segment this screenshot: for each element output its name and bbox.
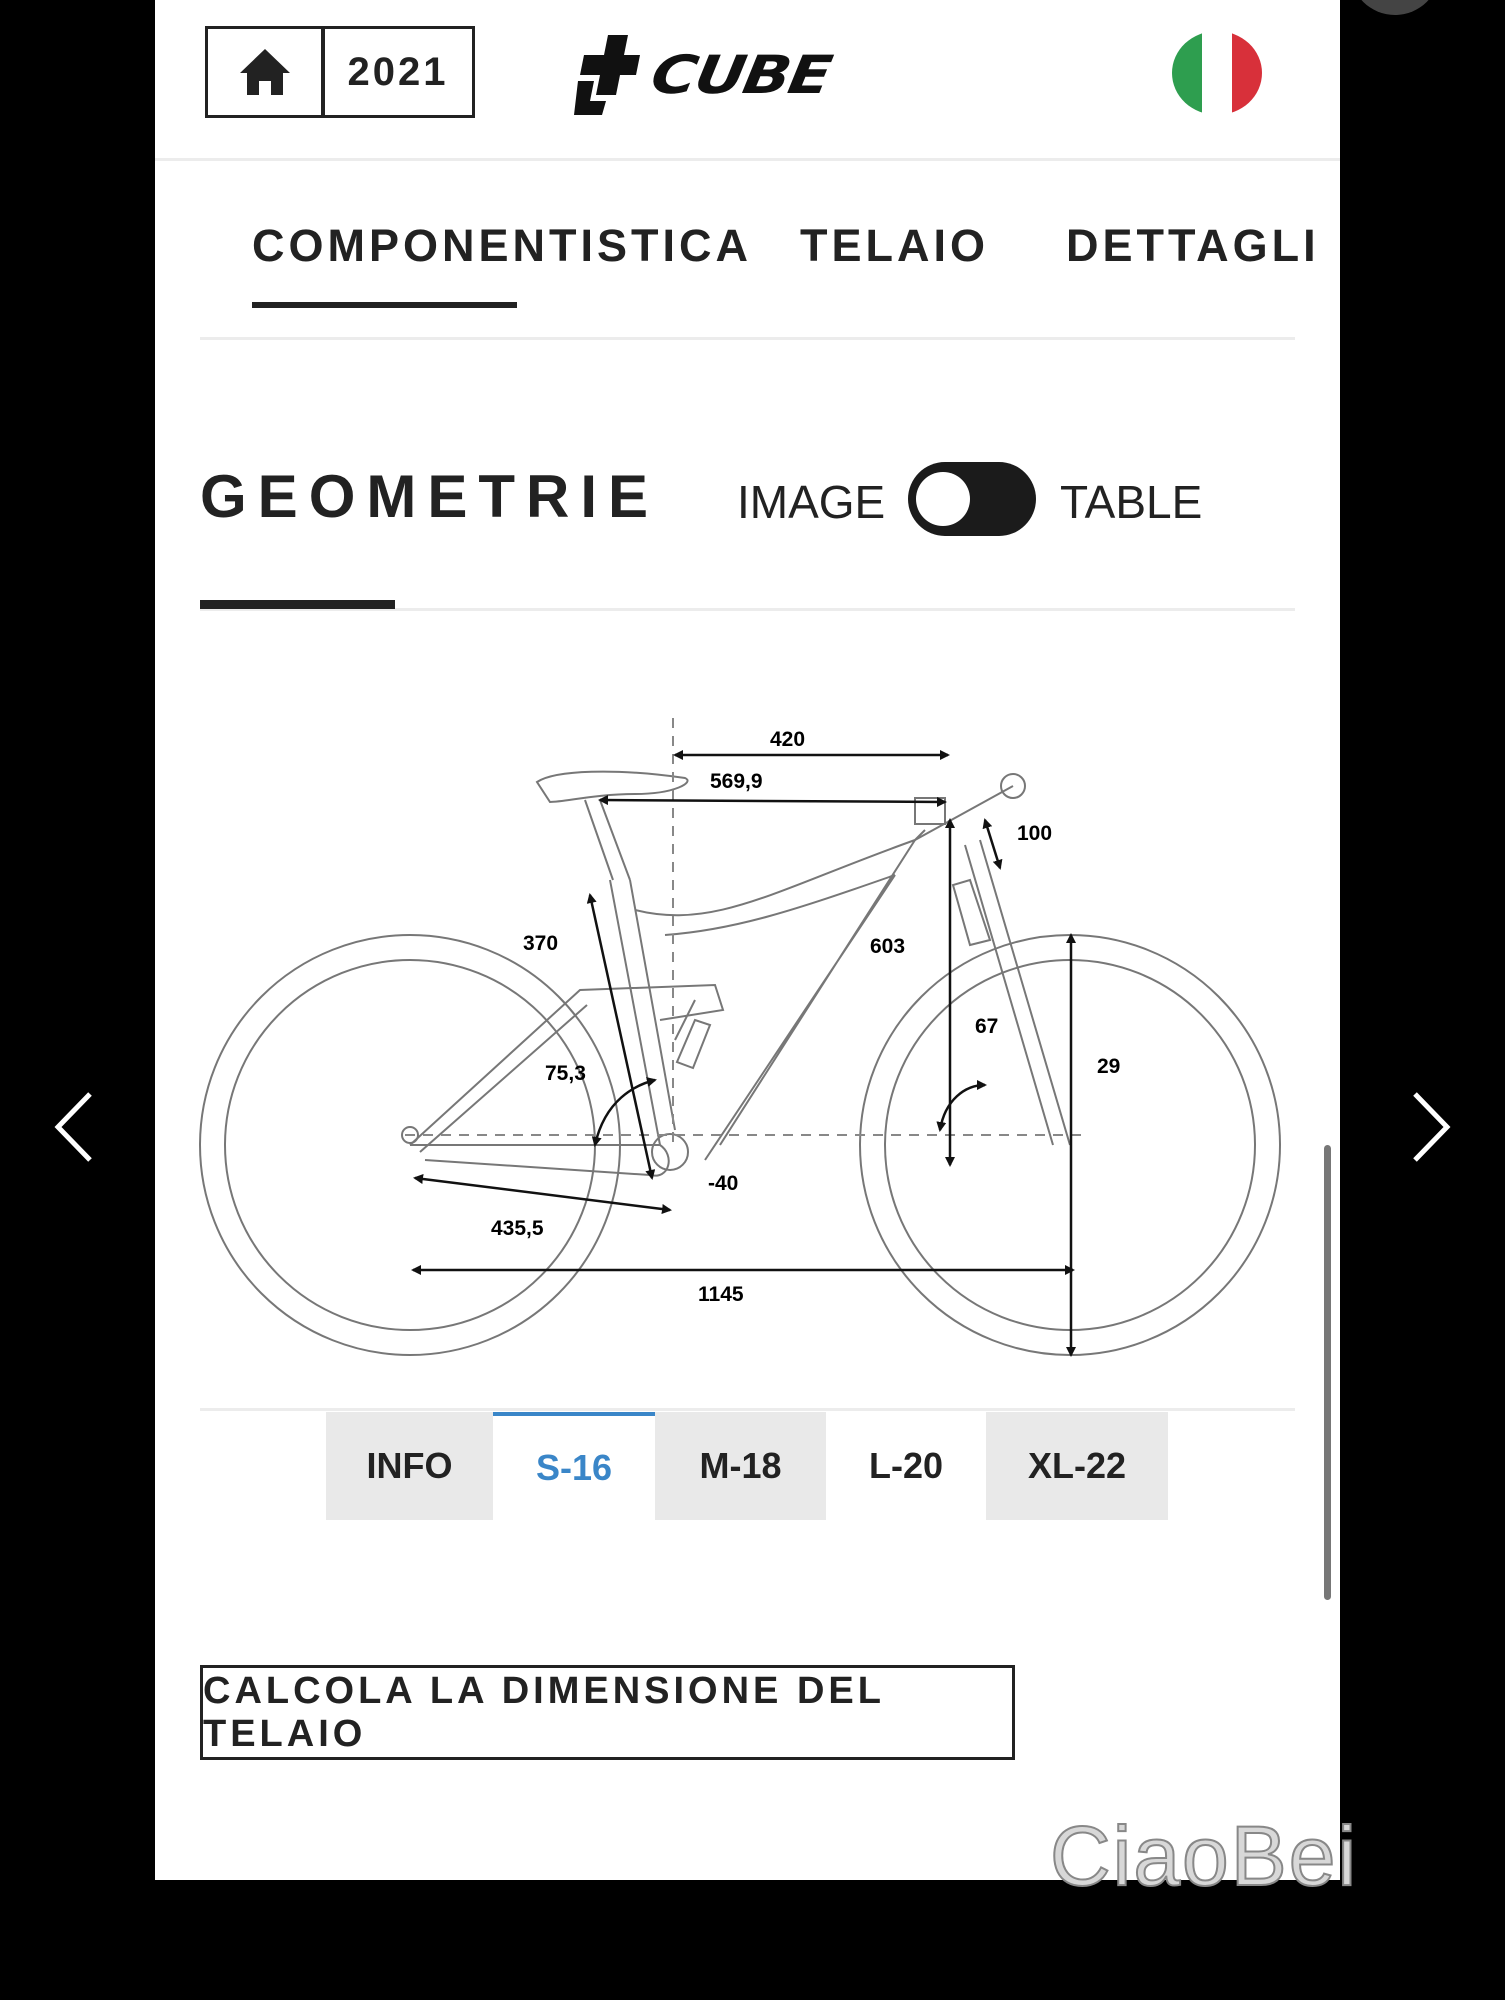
- year-selector[interactable]: [321, 26, 475, 118]
- dim-chainstay: 435,5: [491, 1217, 544, 1240]
- cube-logo-icon: [570, 31, 642, 117]
- image-table-toggle[interactable]: [908, 462, 1036, 536]
- toggle-label-table[interactable]: TABLE: [1060, 476, 1203, 528]
- dim-stack: 603: [870, 935, 906, 958]
- frame-size-calculator-button[interactable]: CALCOLA LA DIMENSIONE DEL TELAIO: [200, 1665, 1015, 1760]
- size-tab-s16[interactable]: S-16: [493, 1412, 655, 1520]
- seat-post: [585, 800, 630, 880]
- watermark: CiaoBei: [1050, 1809, 1359, 1903]
- geometry-title: GEOMETRIE: [200, 463, 660, 530]
- dim-bb-drop: -40: [708, 1172, 739, 1195]
- home-icon: [238, 47, 292, 97]
- top-tube: [635, 830, 925, 915]
- head-angle-arc: [940, 1085, 985, 1130]
- tab-dettagli[interactable]: DETTAGLI: [1066, 220, 1320, 271]
- dim-reach: 420: [770, 728, 806, 751]
- toggle-knob: [916, 472, 970, 526]
- down-tube: [705, 840, 915, 1160]
- dim-wheel-size: 29: [1097, 1055, 1121, 1078]
- active-tab-underline: [252, 302, 517, 308]
- chain-stay: [410, 1145, 669, 1176]
- tab-componentistica[interactable]: COMPONENTISTICA: [252, 220, 753, 271]
- previous-arrow-icon[interactable]: [50, 1090, 110, 1164]
- dim-wheelbase: 1145: [698, 1283, 744, 1306]
- home-button[interactable]: [205, 26, 325, 118]
- page-scrollbar[interactable]: [1324, 1145, 1331, 1600]
- dim-seat-angle: 75,3: [545, 1062, 586, 1085]
- dim-top-tube: 569,9: [710, 770, 763, 793]
- size-tab-xl22[interactable]: XL-22: [986, 1412, 1168, 1520]
- size-tab-m18[interactable]: M-18: [655, 1412, 826, 1520]
- cube-logo[interactable]: [570, 28, 835, 120]
- size-tab-info[interactable]: INFO: [326, 1412, 493, 1520]
- corner-button-icon[interactable]: [1340, 0, 1450, 20]
- year-label: 2021: [347, 49, 449, 94]
- rear-shock: [675, 1000, 710, 1068]
- header-divider: [155, 158, 1340, 161]
- brand-name: CUBE: [646, 42, 835, 106]
- toggle-label-image[interactable]: IMAGE: [737, 476, 886, 528]
- seat-tube: [610, 880, 675, 1145]
- fork: [965, 840, 1070, 1145]
- dim-seat-tube: 370: [523, 932, 559, 955]
- chainstay-arrow: [415, 1178, 670, 1210]
- tabs-divider: [200, 337, 1295, 340]
- product-page: [155, 0, 1340, 1880]
- italy-flag-icon[interactable]: [1170, 30, 1264, 116]
- stem: [915, 786, 1013, 840]
- next-arrow-icon[interactable]: [1395, 1090, 1455, 1164]
- size-tabs-divider: [200, 1408, 1295, 1411]
- bottom-bracket: [652, 1134, 688, 1170]
- saddle: [537, 772, 688, 802]
- size-tab-l20[interactable]: L-20: [826, 1412, 986, 1520]
- geometry-title-underline: [200, 600, 395, 609]
- stem-arrow: [985, 820, 1000, 868]
- dim-stem: 100: [1017, 822, 1053, 845]
- top-tube-arrow: [600, 800, 945, 802]
- tab-telaio[interactable]: TELAIO: [800, 220, 989, 271]
- dim-head-angle: 67: [975, 1015, 999, 1038]
